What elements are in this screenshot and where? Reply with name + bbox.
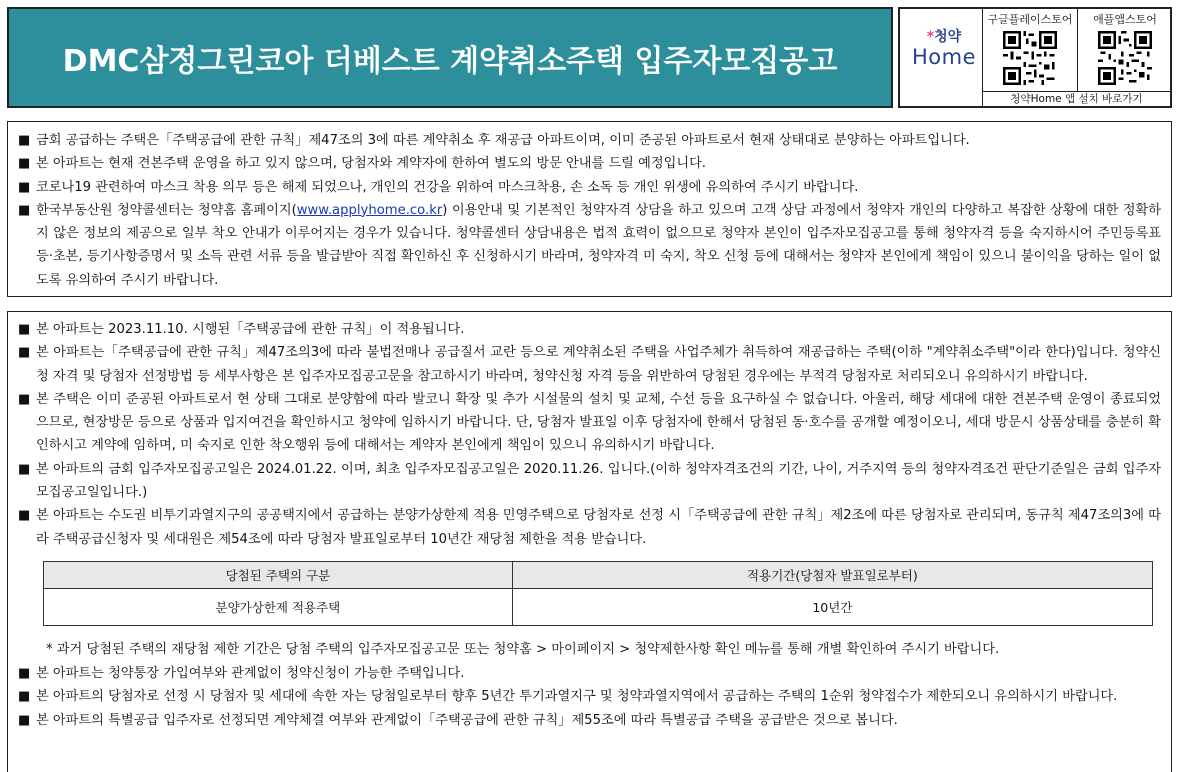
bullet-icon: ■ — [18, 345, 31, 361]
app-store-qr-block[interactable] — [1077, 9, 1172, 91]
bullet-icon: ■ — [18, 156, 31, 172]
table-cell: 10년간 — [512, 588, 1152, 625]
title-banner — [7, 7, 893, 108]
applyhome-logo: *청약 Home — [911, 29, 976, 69]
star-icon: * — [926, 29, 935, 45]
page-title: DMC삼정그린코아 더베스트 계약취소주택 입주자모집공고 — [62, 43, 838, 79]
bullet-icon: ■ — [18, 508, 31, 524]
bullet-icon: ■ — [18, 665, 31, 681]
restriction-note: * 과거 당첨된 주택의 재당첨 제한 기간은 당첨 주택의 입주자모집공고문 또는 청약홈 > 마이페이지 > 청약제한사항 확인 메뉴를 통해 개별 확인하여 주시기 바랍니다. — [46, 641, 1000, 657]
body-box — [7, 311, 1172, 772]
notice-item-4: ■ 한국부동산원 청약콜센터는 청약홈 홈페이지(www.applyhome.co.kr) 이용안내 및 기본적인 청약자격 상담을 하고 있으며 고객 상담 과정에서 청약자 개인의 다양하고 복잡한 상황에 대한 정확하지 않은 정보의 제공으로 일부 착오 안내가 이루어지는 경우가 있습니다. 청약콜센터 상담내용은 법적 효력이 없으므로 청약자 본인이 입주자모집공고를 통해 청약자격 등을 숙지하시어 주민등록표 등·초본, 등기사항증명서 및 소득 관련 서류 등을 발급받아 직접 확인하신 후 신청하시기 바라며, 청약자격 미 숙지, 착오 신청 등에 대해서는 청약자 본인에게 책임이 있으니 불이익을 당하는 일이 없도록 유의하여 주시기 바랍니다. — [18, 199, 1161, 292]
bullet-icon: ■ — [18, 202, 31, 218]
bullet-icon: ■ — [18, 461, 31, 477]
google-play-qr-icon[interactable] — [1003, 31, 1057, 85]
bullet-icon: ■ — [18, 712, 31, 728]
notice-item-1: ■ 금회 공급하는 주택은「주택공급에 관한 규칙」제47조의 3에 따른 계약취소 후 재공급 아파트이며, 이미 준공된 아파트로서 현재 상태대로 분양하는 아파트입니다. — [18, 129, 1161, 152]
bullet-icon: ■ — [18, 689, 31, 705]
google-play-qr-block[interactable] — [982, 9, 1077, 91]
bullet-icon: ■ — [18, 322, 31, 337]
body-item-6: ■ 본 아파트는 청약통장 가입여부와 관계없이 청약신청이 가능한 주택입니다. — [18, 662, 1161, 685]
body-item-3: ■ 본 주택은 이미 준공된 아파트로서 현 상태 그대로 분양함에 따라 발코니 확장 및 추가 시설물의 설치 및 교체, 수선 등을 요구하실 수 없습니다. 아울러, 해당 세대에 대한 견본주택 운영이 종료되었으므로, 현장방문 등으로 상품과 입지여건을 확인하시고 청약에 임하시기 바랍니다. 단, 당첨자 발표일 이후 당첨자에 한해서 당첨된 동·호수를 공개할 예정이오니, 세대 방문시 상품상태를 충분히 확인하시고 계약에 임하며, 미 숙지로 인한 착오행위 등에 대해서는 계약자 본인에게 책임이 있으니 유의하시기 바랍니다. — [18, 388, 1161, 458]
table-header-row — [44, 561, 1153, 588]
bullet-icon: ■ — [18, 133, 31, 148]
app-store-label: 애플앱스토어 — [1093, 13, 1157, 26]
app-store-qr-icon[interactable] — [1098, 31, 1152, 85]
applyhome-link[interactable]: www.applyhome.co.kr — [296, 202, 443, 218]
body-item-5: ■ 본 아파트는 수도권 비투기과열지구의 공공택지에서 공급하는 분양가상한제 적용 민영주택으로 당첨자로 선정 시「주택공급에 관한 규칙」제2조에 따른 당첨자로 관리되며, 동규칙 제47조의3에 따라 주택공급신청자 및 세대원은 제54조에 따라 당첨자 발표일로부터 10년간 재당첨 제한을 적용 받습니다. — [18, 504, 1161, 551]
notice-item-2: ■ 본 아파트는 현재 견본주택 운영을 하고 있지 않으며, 당첨자와 계약자에 한하여 별도의 방문 안내를 드릴 예정입니다. — [18, 152, 1161, 175]
google-play-label: 구글플레이스토어 — [987, 13, 1073, 26]
bullet-icon: ■ — [18, 391, 31, 407]
body-item-4: ■ 본 아파트의 금회 입주자모집공고일은 2024.01.22. 이며, 최초 입주자모집공고일은 2020.11.26. 입니다.(이하 청약자격조건의 기간, 나이, 거주지역 등의 청약자격조건 판단기준일은 금회 입주자모집공고일입니다.) — [18, 458, 1161, 505]
rewin-restriction-table — [43, 561, 1153, 626]
bullet-icon: ■ — [18, 179, 31, 195]
body-item-8: ■ 본 아파트의 특별공급 입주자로 선정되면 계약체결 여부와 관계없이「주택공급에 관한 규칙」제55조에 따라 특별공급 주택을 공급받은 것으로 봅니다. — [18, 709, 1161, 732]
table-row — [44, 588, 1153, 625]
notice-item-3: ■ 코로나19 관련하여 마스크 착용 의무 등은 해제 되었으나, 개인의 건강을 위하여 마스크착용, 손 소독 등 개인 위생에 유의하여 주시기 바랍니다. — [18, 176, 1161, 199]
app-install-box — [898, 7, 1172, 108]
body-item-1: ■ 본 아파트는 2023.11.10. 시행된「주택공급에 관한 규칙」이 적용됩니다. — [18, 318, 1161, 341]
notice-box — [7, 121, 1172, 297]
install-app-link[interactable]: 청약Home 앱 설치 바로가기 — [982, 91, 1170, 106]
body-item-2: ■ 본 아파트는「주택공급에 관한 규칙」제47조의3에 따라 불법전매나 공급질서 교란 등으로 계약취소된 주택을 사업주체가 취득하여 재공급하는 주택(이하 "계약취소주택"이라 한다)입니다. 청약신청 자격 및 당첨자 선정방법 등 세부사항은 본 입주자모집공고문을 참고하시기 바라며, 청약신청 자격 등을 위반하여 당첨된 경우에는 부적격 당첨자로 처리되오니 유의하시기 바랍니다. — [18, 341, 1161, 388]
table-cell: 분양가상한제 적용주택 — [44, 588, 513, 625]
body-item-7: ■ 본 아파트의 당첨자로 선정 시 당첨자 및 세대에 속한 자는 당첨일로부터 향후 5년간 투기과열지구 및 청약과열지역에서 공급하는 주택의 1순위 청약접수가 제한되오니 유의하시기 바랍니다. — [18, 685, 1161, 708]
table-header-cell: 적용기간(당첨자 발표일로부터) — [512, 561, 1152, 588]
table-header-cell: 당첨된 주택의 구분 — [44, 561, 513, 588]
